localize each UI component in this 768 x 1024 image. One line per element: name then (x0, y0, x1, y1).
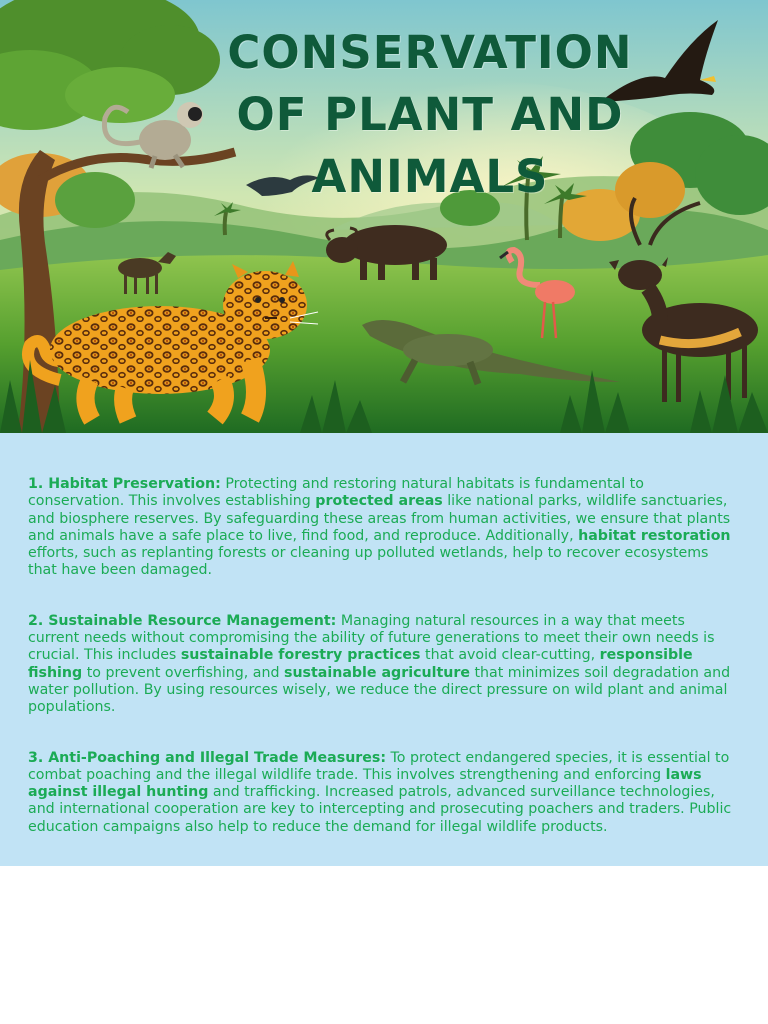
body-text: and trafficking. Increased patrols, advanced surveillance technologies, and international cooperation are key to intercepting and prosecuting poachers and traders. Public education campaigns also help to reduce the demand for illegal wildlife products. (28, 784, 732, 835)
section-habitat-preservation (28, 476, 740, 580)
body-text: to prevent overfishing, and (82, 664, 285, 681)
body-text: that avoid clear-cutting, (420, 647, 600, 664)
title-line-1: CONSERVATION (227, 26, 633, 79)
body-text: that minimizes soil degradation and water pollution. By using resources wisely, we reduce the direct pressure on wild plant and animal populations. (28, 664, 731, 716)
section-heading: 1. Habitat Preservation: (28, 476, 221, 492)
key-term: protected areas (315, 493, 443, 510)
key-term: laws against illegal hunting (28, 766, 702, 801)
key-term: responsible fishing (28, 647, 693, 681)
key-term: sustainable agriculture (284, 664, 470, 681)
content-panel (0, 433, 768, 866)
hero-banner (0, 0, 768, 433)
key-term: habitat restoration (578, 527, 731, 544)
body-text: efforts, such as replanting forests or cleaning up polluted wetlands, help to recover ecosystems that have been damaged. (28, 545, 709, 579)
body-text: To protect endangered species, it is essential to combat poaching and the illegal wildlife trade. This involves strengthening and enforcing (28, 749, 730, 783)
body-text: like national parks, wildlife sanctuaries, and biosphere reserves. By safeguarding these areas from human activities, we ensure that plants and animals have a safe place to live, find food, and reproduce. Additionally, (28, 493, 731, 544)
section-heading: 3. Anti-Poaching and Illegal Trade Measures: (28, 749, 387, 766)
section-heading: 2. Sustainable Resource Management: (28, 612, 337, 629)
body-text: Protecting and restoring natural habitats is fundamental to conservation. This involves establishing (28, 476, 644, 510)
page-title (180, 22, 680, 208)
section-anti-poaching (28, 750, 740, 836)
title-line-2: OF PLANT AND (236, 88, 624, 141)
section-sustainable-resource-management (28, 613, 740, 717)
title-line-3: ANIMALS (311, 150, 549, 203)
key-term: sustainable forestry practices (180, 647, 421, 664)
body-text: Managing natural resources in a way that meets current needs without compromising the ability of future generations to meet their own needs is crucial. This includes (28, 612, 715, 664)
